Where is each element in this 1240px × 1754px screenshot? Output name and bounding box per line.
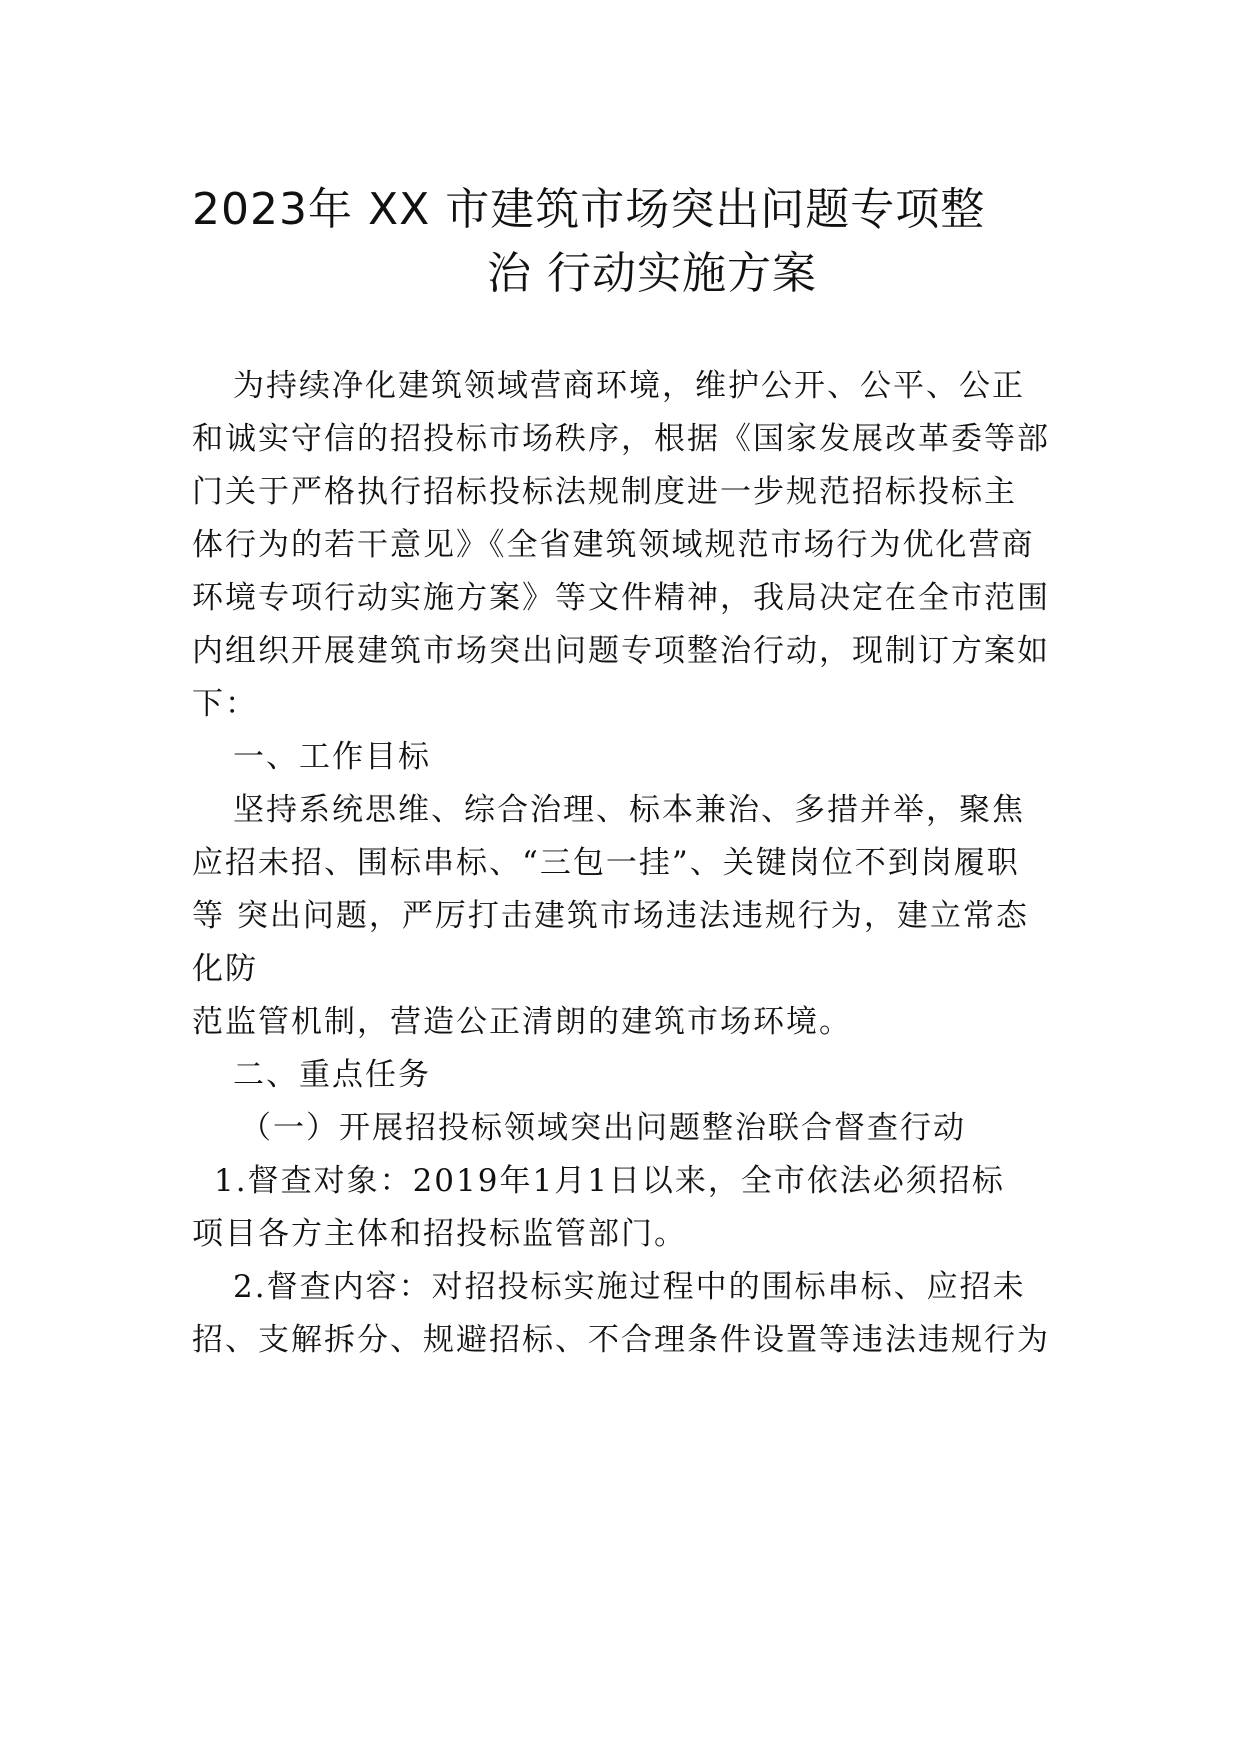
- section-heading-tasks: 二、重点任务: [233, 1057, 431, 1093]
- body-line-16: 1.督查对象：2019年1月1日以来，全市依法必须招标: [214, 1163, 1005, 1199]
- body-line-6: 内组织开展建筑市场突出问题专项整治行动，现制订方案如: [192, 633, 1050, 669]
- body-line-11: 等 突出问题，严厉打击建筑市场违法违规行为，建立常态: [192, 898, 1029, 934]
- body-line-17: 项目各方主体和招投标监管部门。: [192, 1216, 687, 1252]
- body-line-5: 环境专项行动实施方案》等文件精神，我局决定在全市范围: [192, 580, 1050, 616]
- body-line-18: 2.督查内容：对招投标实施过程中的围标串标、应招未: [233, 1269, 1026, 1305]
- body-line-4: 体行为的若干意见》《全省建筑领域规范市场行为优化营商: [192, 527, 1035, 563]
- body-line-12: 化防: [192, 951, 258, 987]
- body-line-3: 门关于严格执行招标投标法规制度进一步规范招标投标主: [192, 474, 1017, 510]
- document-title-line-1: 2023年 XX 市建筑市场突出问题专项整: [192, 184, 986, 235]
- section-heading-goals: 一、工作目标: [233, 739, 431, 775]
- body-line-13: 范监管机制，营造公正清朗的建筑市场环境。: [192, 1004, 852, 1040]
- body-line-19: 招、支解拆分、规避招标、不合理条件设置等违法违规行为: [192, 1322, 1050, 1358]
- body-line-7: 下：: [192, 686, 258, 722]
- body-line-9: 坚持系统思维、综合治理、标本兼治、多措并举，聚焦: [233, 792, 1025, 828]
- subsection-heading-1: （一）开展招投标领域突出问题整治联合督查行动: [240, 1110, 966, 1146]
- body-line-1: 为持续净化建筑领域营商环境，维护公开、公平、公正: [233, 368, 1025, 404]
- document-title-line-2: 治 行动实施方案: [487, 248, 817, 299]
- body-line-2: 和诚实守信的招投标市场秩序，根据《国家发展改革委等部: [192, 421, 1050, 457]
- body-line-10: 应招未招、围标串标、“三包一挂”、关键岗位不到岗履职: [192, 845, 1020, 881]
